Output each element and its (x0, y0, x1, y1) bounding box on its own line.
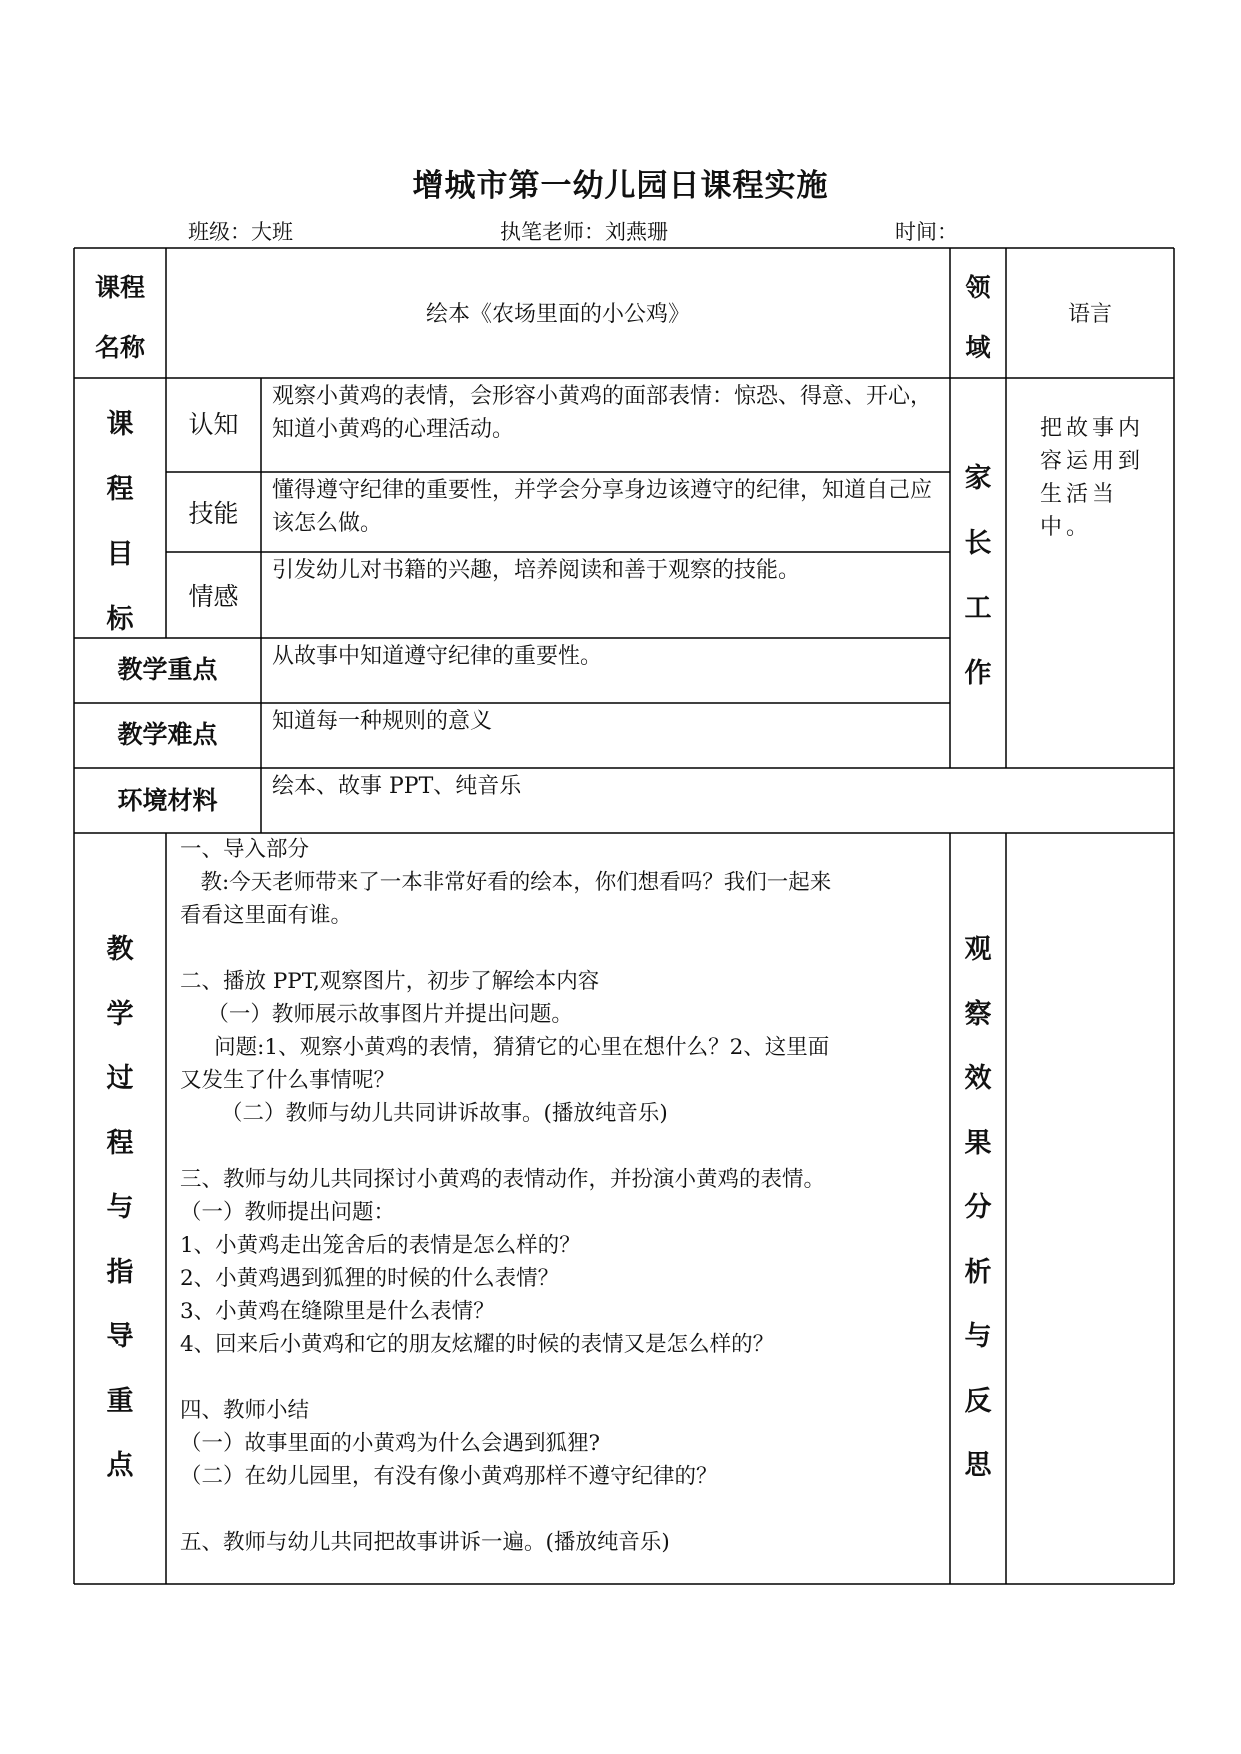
parent-work-text: 把故事内容运用到生活当中。 (1040, 416, 1145, 540)
process-line: （二）在幼儿园里，有没有像小黄鸡那样不遵守纪律的？ (180, 1464, 718, 1489)
course-name-label-line-1: 课程 (94, 273, 145, 302)
reflection-label (950, 918, 1006, 1499)
emotion-label: 情感 (188, 582, 239, 611)
time-label: 时间： (895, 220, 958, 244)
reflection-label-char: 思 (964, 1450, 992, 1481)
domain-label-line-1: 领 (965, 273, 991, 302)
reflection-label-char: 反 (964, 1385, 992, 1417)
reflection-label-char: 分 (964, 1192, 992, 1223)
process-line: （一）教师提出问题： (180, 1200, 396, 1225)
process-label-char: 指 (106, 1256, 134, 1288)
parent-work-label-char: 作 (964, 658, 992, 689)
materials-text: 绘本、故事 PPT、纯音乐 (272, 774, 522, 799)
process-label-char: 教 (106, 934, 134, 965)
parent-work-label-char: 长 (964, 528, 992, 559)
difficulty-text: 知道每一种规则的意义 (272, 709, 493, 734)
process-line: （二）教师与幼儿共同讲诉故事。(播放纯音乐) (180, 1101, 668, 1126)
goals-label-char: 程 (106, 474, 134, 505)
parent-work-label (950, 446, 1006, 706)
teacher-label: 执笔老师：刘燕珊 (500, 220, 668, 244)
materials-label: 环境材料 (117, 786, 218, 815)
process-label-char: 程 (106, 1127, 134, 1159)
process-label-char: 点 (106, 1450, 134, 1481)
reflection-label-char: 与 (964, 1321, 992, 1352)
process-line: 三、教师与幼儿共同探讨小黄鸡的表情动作，并扮演小黄鸡的表情。 (180, 1167, 826, 1192)
key-point-text: 从故事中知道遵守纪律的重要性。 (272, 644, 603, 669)
course-name-label-line-2: 名称 (94, 333, 145, 362)
process-label-char: 导 (106, 1321, 134, 1352)
process-line: （一）故事里面的小黄鸡为什么会遇到狐狸? (180, 1431, 601, 1456)
skill-label: 技能 (188, 499, 239, 528)
process-content (180, 834, 950, 1560)
process-label-char: 学 (106, 998, 134, 1030)
process-label-char: 过 (106, 1063, 134, 1094)
difficulty-label: 教学难点 (117, 720, 218, 749)
process-line: 教:今天老师带来了一本非常好看的绘本，你们想看吗？我们一起来 (180, 870, 832, 895)
process-line: 4、回来后小黄鸡和它的朋友炫耀的时候的表情又是怎么样的？ (180, 1332, 775, 1357)
cognition-label: 认知 (188, 410, 239, 439)
reflection-label-char: 察 (964, 998, 992, 1030)
process-line: （一）教师展示故事图片并提出问题。 (180, 1002, 573, 1027)
process-line (180, 1131, 950, 1164)
process-line: 四、教师小结 (180, 1398, 310, 1423)
process-line (180, 933, 950, 966)
process-line: 3、小黄鸡在缝隙里是什么表情？ (180, 1299, 495, 1324)
process-line: 五、教师与幼儿共同把故事讲诉一遍。(播放纯音乐) (180, 1530, 670, 1555)
class-label: 班级：大班 (188, 220, 293, 244)
reflection-label-char: 果 (964, 1127, 992, 1159)
goals-label-char: 课 (106, 409, 134, 440)
process-line (180, 1362, 950, 1395)
process-line: 问题:1、观察小黄鸡的表情，猜猜它的心里在想什么？2、这里面 (180, 1035, 830, 1060)
process-line: 看看这里面有谁。 (180, 903, 353, 928)
process-line: 1、小黄鸡走出笼舍后的表情是怎么样的？ (180, 1233, 581, 1258)
reflection-label-char: 效 (964, 1063, 992, 1094)
process-label-char: 重 (106, 1385, 134, 1417)
process-line (180, 1494, 950, 1527)
cognition-text: 观察小黄鸡的表情，会形容小黄鸡的面部表情：惊恐、得意、开心，知道小黄鸡的心理活动。 (272, 384, 933, 442)
goals-label-char: 标 (106, 604, 134, 635)
process-line: 二、播放 PPT,观察图片，初步了解绘本内容 (180, 969, 600, 994)
parent-work-label-char: 工 (964, 593, 992, 624)
course-name-value: 绘本《农场里面的小公鸡》 (425, 302, 690, 327)
course-name-label (74, 258, 166, 378)
emotion-text: 引发幼儿对书籍的兴趣，培养阅读和善于观察的技能。 (272, 558, 801, 583)
domain-label-line-2: 域 (965, 333, 991, 362)
domain-label (950, 258, 1006, 378)
domain-value: 语言 (1067, 302, 1112, 327)
key-point-label: 教学重点 (117, 655, 218, 684)
process-line: 一、导入部分 (180, 837, 310, 862)
process-label (74, 918, 166, 1499)
reflection-label-char: 观 (964, 934, 992, 965)
skill-text: 懂得遵守纪律的重要性，并学会分享身边该遵守的纪律，知道自己应该怎么做。 (272, 478, 933, 536)
process-label-char: 与 (106, 1192, 134, 1223)
process-line: 2、小黄鸡遇到狐狸的时候的什么表情？ (180, 1266, 560, 1291)
goals-label (74, 392, 166, 652)
page-title: 增城市第一幼儿园日课程实施 (412, 168, 829, 204)
process-line: 又发生了什么事情呢？ (180, 1068, 396, 1093)
parent-work-label-char: 家 (964, 463, 992, 494)
reflection-label-char: 析 (964, 1256, 992, 1288)
goals-label-char: 目 (106, 539, 134, 570)
